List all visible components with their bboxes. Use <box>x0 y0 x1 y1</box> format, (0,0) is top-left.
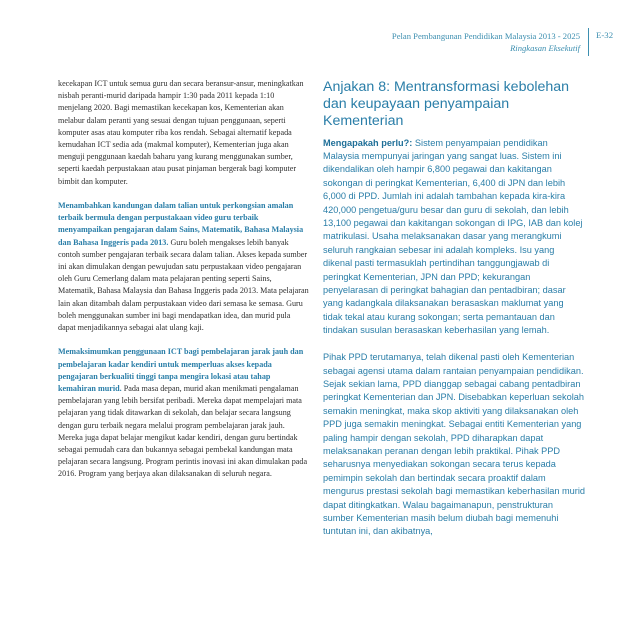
right-paragraph-1-body: Sistem penyampaian pendidikan Malaysia mempunyai jaringan yang sangat luas. Sistem ini dikendalikan oleh hampir 6,800 pegawai dan kakitangan sokongan di peringkat Kementerian, 6,400 di JPN dan lebih 6,000 di PPD. Jumlah ini adalah tambahan kepada kira-kira 420,000 pengetua/guru besar dan guru di sekolah, dan lebih 13,100 pegawai dan kakitangan sokongan di IPG, IAB dan kolej matrikulasi. Usaha melaksanakan dasar yang merangkumi seluruh rangkaian sebesar ini adalah kompleks. Isu yang dikenal pasti termasuklah pertindihan tanggungjawab di peringkat Kementerian, JPN dan PPD; kekurangan penyelarasan di peringkat bahagian dan pentadbiran; dasar yang kadangkala dilaksanakan berasaskan maklumat yang tidak tekal atau kurang sokongan; serta pemantauan dan tindakan susulan berasaskan keberhasilan yang lemah. <box>323 137 583 336</box>
right-column <box>323 79 585 552</box>
left-column <box>58 78 310 493</box>
left-paragraph-3-body: Pada masa depan, murid akan menikmati pengalaman pembelajaran yang lebih bersifat peribadi. Mereka dapat mempelajari mata pelajaran yang tidak ditawarkan di sekolah, dan belajar secara langsung dengan guru terbaik negara melalui program pembelajaran jarak jauh. Mereka juga dapat belajar mengikut kadar kendiri, dengan guru bertindak sebagai pemudah cara dan bukannya sebagai pembekal kandungan mata pelajaran secara langsung. Program perintis inovasi ini akan dimulakan pada 2016. Program yang berjaya akan dilaksanakan di seluruh negara. <box>58 384 308 479</box>
header-divider <box>588 28 589 56</box>
header-title: Pelan Pembangunan Pendidikan Malaysia 2013 - 2025 <box>391 31 580 41</box>
section-heading: Anjakan 8: Mentransformasi kebolehan dan keupayaan penyampaian Kementerian <box>323 79 570 130</box>
left-paragraph-2 <box>58 200 310 334</box>
page-number: E-32 <box>596 30 614 40</box>
right-paragraph-1-lead: Mengapakah perlu?: <box>323 137 413 148</box>
running-header <box>392 30 580 54</box>
left-paragraph-2-body: Guru boleh mengakses lebih banyak contoh sumber pengajaran terbaik secara dalam talian. Akses kepada sumber ini akan dimulakan dengan pewujudan satu perpustakaan video pengajaran oleh Guru Cemerlang dalam mata pelajaran penting seperti Sains, Matematik, Bahasa Malaysia dan Bahasa Inggeris pada 2013. Mata pelajaran lain akan ditambah dalam perpustakaan video dari semasa ke semasa. Guru boleh menggunakan sumber ini bagi mendapatkan idea, dan murid pula dapat menjadikannya sebagai alat ulang kaji. <box>58 237 309 333</box>
left-paragraph-3-lead: Memaksimumkan penggunaan ICT bagi pembelajaran jarak jauh dan pembelajaran kadar kendiri untuk memperluas akses kepada pengajaran berkualiti tinggi tanpa mengira lokasi atau tahap kemahiran murid. <box>58 347 304 394</box>
left-paragraph-2-lead: Menambahkan kandungan dalam talian untuk perkongsian amalan terbaik bermula dengan perpustakaan video guru terbaik menyampaikan pengajaran dalam Sains, Matematik, Bahasa Malaysia dan Bahasa Inggeris pada 2013. <box>58 201 304 247</box>
right-paragraph-1 <box>323 137 585 338</box>
right-paragraph-2: Pihak PPD terutamanya, telah dikenal pasti oleh Kementerian sebagai agensi utama dalam rantaian penyampaian pendidikan. Sejak sekian lama, PPD dianggap sebagai cabang pentadbiran peringkat Kementerian dan JPN. Disebabkan keperluan sekolah semakin meningkat, maka skop aktiviti yang dilaksanakan oleh PPD juga semakin meningkat. Sebagai entiti Kementerian yang paling hampir dengan sekolah, PPD diharapkan dapat melaksanakan peranan dengan lebih praktikal. Pihak PPD seharusnya menyediakan sokongan secara terus kepada pemimpin sekolah dan bertindak secara proaktif dalam mengurus prestasi sekolah bagi memastikan keberhasilan murid dapat ditingkatkan. Walau bagaimanapun, penstrukturan sumber Kementerian masih belum diubah bagi memenuhi tuntutan ini, dan akibatnya, <box>323 352 585 537</box>
left-paragraph-3 <box>58 346 310 480</box>
left-paragraph-1: kecekapan ICT untuk semua guru dan secara beransur-ansur, meningkatkan nisbah peranti-murid daripada hampir 1:30 pada 2011 kepada 1:10 menjelang 2020. Bagi memastikan kecekapan kos, Kementerian akan melabur dalam peranti yang sesuai dengan tujuan penggunaan, seperti komputer asas atau komputer riba kos rendah. Sebagai alternatif kepada kemudahan ICT sedia ada (makmal komputer), Kementerian juga akan menguji penggunaan kaedah baharu yang kurang menggunakan sumber, seperti kaedah perpustakaan atau pusat pinjaman bergerak bagi komputer bimbit dan komputer. <box>58 79 304 186</box>
header-subtitle: Ringkasan Eksekutif <box>510 43 580 53</box>
